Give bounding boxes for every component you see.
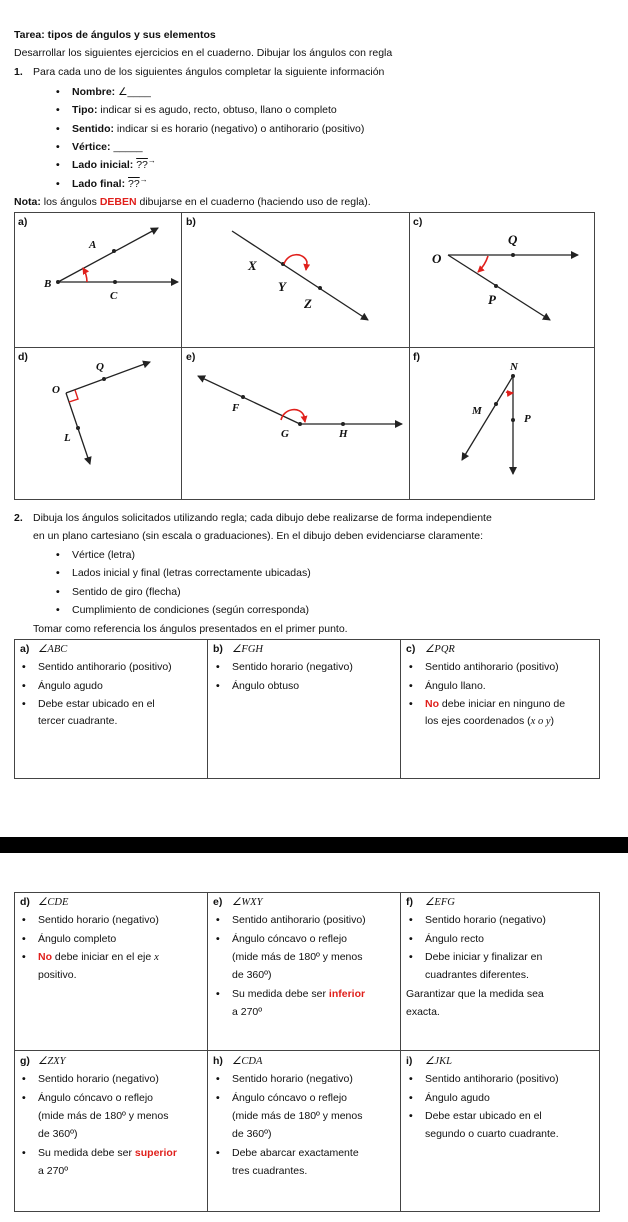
t2-h-l6: tres cuadrantes. <box>232 1165 308 1177</box>
t2-i-l3: • Debe estar ubicado en el <box>425 1110 542 1122</box>
t2-h-l4: de 360º) <box>232 1128 272 1140</box>
figure-c <box>448 253 578 320</box>
q1-item-nombre: • Nombre: ∠____ <box>72 86 151 98</box>
q1-note: Nota: los ángulos DEBEN dibujarse en el cuaderno (haciendo uso de regla). <box>14 196 371 208</box>
table-divider <box>207 892 208 1212</box>
t2-d-angle: ∠CDE <box>38 897 69 908</box>
figure-e <box>198 376 402 426</box>
t2-f-l4: cuadrantes diferentes. <box>425 969 529 981</box>
q1-number: 1. <box>14 66 23 78</box>
t2-f-l3: • Debe iniciar y finalizar en <box>425 951 542 963</box>
fig-f-label-P: P <box>524 413 531 425</box>
t2-g-l1: • Sentido horario (negativo) <box>38 1073 159 1085</box>
t2-h-l3: (mide más de 180º y menos <box>232 1110 363 1122</box>
t1-a-l4: tercer cuadrante. <box>38 715 118 727</box>
t2-h-tag: h) <box>213 1055 223 1067</box>
t1-b-l1: • Sentido horario (negativo) <box>232 661 353 673</box>
t1-a-l3: • Debe estar ubicado en el <box>38 698 155 710</box>
fig-d-tag: d) <box>18 351 28 363</box>
fig-e-tag: e) <box>186 351 196 363</box>
fig-a-label-C: C <box>110 290 118 302</box>
q1-item-lado-inicial: • Lado inicial: ??→ <box>72 159 156 171</box>
fig-f-tag: f) <box>413 351 420 363</box>
fig-f-label-N: N <box>510 361 518 373</box>
t1-c-l2: • Ángulo llano. <box>425 680 486 692</box>
t2-e-angle: ∠WXY <box>232 897 263 908</box>
t1-a-l1: • Sentido antihorario (positivo) <box>38 661 172 673</box>
fig-e-label-G: G <box>281 428 289 440</box>
figure-a <box>56 228 178 284</box>
t2-g-l6: a 270º <box>38 1165 69 1177</box>
fig-c-tag: c) <box>413 216 423 228</box>
q1-item-tipo: • Tipo: indicar si es agudo, recto, obtuso, llano o completo <box>72 104 337 116</box>
t2-e-l3: (mide más de 180º y menos <box>232 951 363 963</box>
fig-c-label-P: P <box>488 292 496 307</box>
q2-reference: Tomar como referencia los ángulos presentados en el primer punto. <box>33 623 348 635</box>
t2-i-l4: segundo o cuarto cuadrante. <box>425 1128 559 1140</box>
fig-f-label-M: M <box>472 405 482 417</box>
t2-g-angle: ∠ZXY <box>38 1056 66 1067</box>
fig-a-tag: a) <box>18 216 28 228</box>
q2-number: 2. <box>14 512 23 524</box>
table-divider <box>400 892 401 1212</box>
t2-e-l2: • Ángulo cóncavo o reflejo <box>232 933 347 945</box>
t1-c-l3: • No debe iniciar en ninguno de <box>425 698 565 710</box>
t2-f-angle: ∠EFG <box>425 897 455 908</box>
fig-b-label-Z: Z <box>304 296 312 311</box>
t2-i-angle: ∠JKL <box>425 1056 452 1067</box>
t2-h-l1: • Sentido horario (negativo) <box>232 1073 353 1085</box>
q2-item: • Lados inicial y final (letras correctamente ubicadas) <box>72 567 311 579</box>
fig-d-label-L: L <box>64 432 71 444</box>
figure-d <box>66 362 150 464</box>
t2-f-l6: exacta. <box>406 1006 440 1018</box>
t2-d-l3: • No debe iniciar en el eje x <box>38 951 159 963</box>
t2-f-l2: • Ángulo recto <box>425 933 484 945</box>
t1-c-l4: los ejes coordenados (x o y) <box>425 715 554 727</box>
t1-a-l2: • Ángulo agudo <box>38 680 103 692</box>
t1-a-angle: ∠ABC <box>38 644 68 655</box>
t2-d-l1: • Sentido horario (negativo) <box>38 914 159 926</box>
t1-c-tag: c) <box>406 643 416 655</box>
fig-b-label-X: X <box>248 258 257 273</box>
fig-e-label-F: F <box>232 402 240 414</box>
q2-line1: Dibuja los ángulos solicitados utilizando regla; cada dibujo debe realizarse de forma independiente <box>33 512 492 524</box>
fig-e-label-H: H <box>339 428 348 440</box>
fig-d-label-O: O <box>52 384 60 396</box>
t1-b-tag: b) <box>213 643 223 655</box>
t1-a-tag: a) <box>20 643 30 655</box>
table-divider <box>14 1050 600 1051</box>
t2-e-tag: e) <box>213 896 223 908</box>
t1-b-l2: • Ángulo obtuso <box>232 680 299 692</box>
intro-text: Desarrollar los siguientes ejercicios en el cuaderno. Dibujar los ángulos con regla <box>14 47 393 59</box>
figure-f <box>462 374 515 474</box>
table-divider <box>400 639 401 779</box>
q2-item: • Sentido de giro (flecha) <box>72 586 181 598</box>
q1-item-vertice: • Vértice: _____ <box>72 141 143 153</box>
t2-g-l5: • Su medida debe ser superior <box>38 1147 177 1159</box>
t2-d-l2: • Ángulo completo <box>38 933 116 945</box>
fig-a-label-B: B <box>44 278 52 290</box>
q2-item: • Vértice (letra) <box>72 549 135 561</box>
t2-f-l5: Garantizar que la medida sea <box>406 988 544 1000</box>
t2-g-l4: de 360º) <box>38 1128 78 1140</box>
fig-c-label-O: O <box>432 251 442 266</box>
t2-f-l1: • Sentido horario (negativo) <box>425 914 546 926</box>
t2-h-l2: • Ángulo cóncavo o reflejo <box>232 1092 347 1104</box>
t2-e-l5: • Su medida debe ser inferior <box>232 988 365 1000</box>
t2-g-tag: g) <box>20 1055 30 1067</box>
t2-e-l6: a 270º <box>232 1006 263 1018</box>
t1-b-angle: ∠FGH <box>232 644 263 655</box>
fig-c-label-Q: Q <box>508 232 518 247</box>
t2-e-l1: • Sentido antihorario (positivo) <box>232 914 366 926</box>
fig-b-label-Y: Y <box>278 279 286 294</box>
q2-item: • Cumplimiento de condiciones (según corresponda) <box>72 604 309 616</box>
t2-i-l2: • Ángulo agudo <box>425 1092 490 1104</box>
angle-figures <box>0 0 628 520</box>
page-title: Tarea: tipos de ángulos y sus elementos <box>14 29 216 41</box>
fig-a-label-A: A <box>89 239 97 251</box>
t2-i-l1: • Sentido antihorario (positivo) <box>425 1073 559 1085</box>
page-separator <box>0 837 628 853</box>
q1-item-lado-final: • Lado final: ??→ <box>72 178 148 190</box>
t2-g-l2: • Ángulo cóncavo o reflejo <box>38 1092 153 1104</box>
t2-h-l5: • Debe abarcar exactamente <box>232 1147 359 1159</box>
t2-g-l3: (mide más de 180º y menos <box>38 1110 169 1122</box>
table-divider <box>207 639 208 779</box>
t2-i-tag: i) <box>406 1055 413 1067</box>
t2-d-tag: d) <box>20 896 30 908</box>
fig-b-tag: b) <box>186 216 196 228</box>
q1-text: Para cada uno de los siguientes ángulos completar la siguiente información <box>33 66 385 78</box>
figure-b <box>232 231 368 320</box>
t1-c-angle: ∠PQR <box>425 644 455 655</box>
t1-c-l1: • Sentido antihorario (positivo) <box>425 661 559 673</box>
fig-d-label-Q: Q <box>96 361 104 373</box>
q2-line2: en un plano cartesiano (sin escala o graduaciones). En el dibujo deben evidenciarse claramente: <box>33 530 484 542</box>
t2-d-l4: positivo. <box>38 969 77 981</box>
t2-h-angle: ∠CDA <box>232 1056 263 1067</box>
q1-item-sentido: • Sentido: indicar si es horario (negativo) o antihorario (positivo) <box>72 123 364 135</box>
t2-e-l4: de 360º) <box>232 969 272 981</box>
t2-f-tag: f) <box>406 896 413 908</box>
